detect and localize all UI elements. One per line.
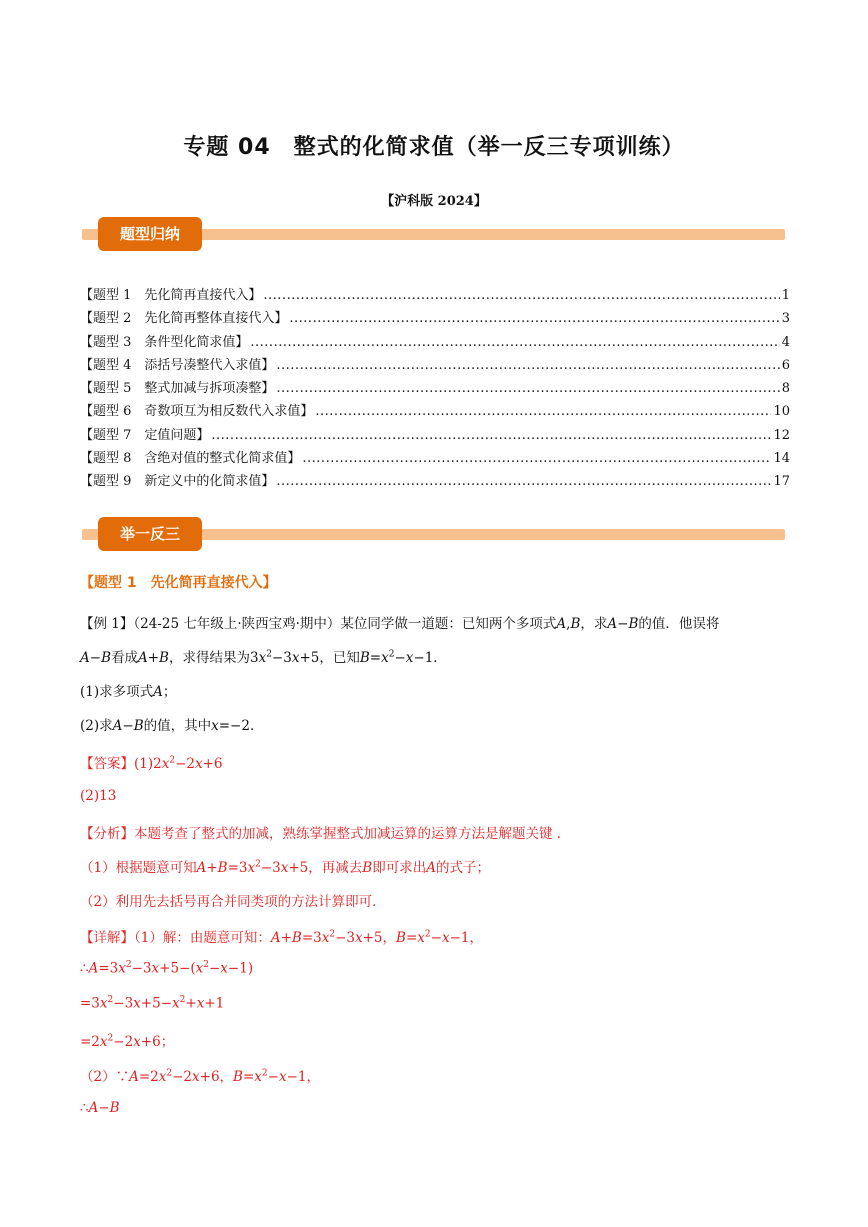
math-variable: x bbox=[158, 1069, 167, 1085]
math-variable: x bbox=[99, 1034, 108, 1050]
text-segment: − bbox=[122, 718, 134, 734]
text-segment: ，求得结果为3 bbox=[168, 650, 259, 666]
text-segment: ，求 bbox=[580, 616, 608, 632]
text-segment: − bbox=[394, 650, 406, 666]
exponent: 2 bbox=[388, 649, 395, 660]
math-variable: A bbox=[270, 930, 281, 946]
text-segment: ； bbox=[162, 684, 177, 700]
exponent: 2 bbox=[266, 649, 272, 660]
text-segment: − bbox=[617, 616, 629, 632]
text-segment: =3 bbox=[301, 930, 322, 946]
text-segment: 的值，其中 bbox=[143, 718, 212, 734]
math-variable: B bbox=[159, 650, 169, 666]
text-segment: + bbox=[185, 995, 197, 1012]
math-variable: x bbox=[118, 960, 126, 977]
math-variable: x bbox=[247, 860, 256, 876]
text-segment: =3 bbox=[80, 995, 100, 1012]
toc-entry-page: 4 bbox=[781, 334, 790, 350]
toc-banner bbox=[82, 217, 785, 251]
math-variable: B bbox=[233, 1069, 243, 1085]
math-variable: x bbox=[133, 1034, 141, 1050]
toc-entry-label: 【题型 9 新定义中的化简求值】 bbox=[80, 474, 275, 490]
math-variable: B bbox=[628, 616, 639, 632]
text-segment: +5−( bbox=[159, 960, 196, 977]
exponent: 2 bbox=[179, 995, 186, 1005]
text-segment: , bbox=[566, 616, 571, 632]
text-segment: = bbox=[405, 930, 418, 946]
math-variable: B bbox=[109, 1100, 120, 1116]
text-segment: 【例 1】（24-25 七年级上·陕西宝鸡·期中）某位同学做一道题：已知两个多项式 bbox=[80, 616, 557, 632]
math-variable: x bbox=[192, 1069, 200, 1085]
math-variable: A bbox=[607, 616, 618, 632]
toc-leader-dots bbox=[211, 424, 771, 447]
toc-entry[interactable] bbox=[80, 470, 790, 493]
toc-banner-label: 题型归纳 bbox=[98, 217, 202, 251]
text-segment: −1． bbox=[413, 650, 447, 666]
math-variable: B bbox=[291, 930, 302, 946]
math-variable: x bbox=[133, 995, 141, 1012]
math-variable: x bbox=[220, 960, 228, 977]
text-line bbox=[80, 890, 386, 910]
toc-entry-page: 17 bbox=[773, 474, 790, 490]
math-variable: A bbox=[137, 650, 148, 666]
text-segment: 【详解】（1）解：由题意可知： bbox=[80, 930, 271, 946]
text-segment: −2 bbox=[175, 756, 195, 772]
text-segment: +6 bbox=[202, 756, 223, 772]
text-line bbox=[80, 960, 253, 977]
math-variable: x bbox=[381, 650, 389, 666]
text-line bbox=[80, 926, 483, 946]
math-variable: x bbox=[321, 930, 330, 946]
toc-entry-page: 12 bbox=[773, 427, 790, 443]
text-segment: −1， bbox=[449, 930, 483, 946]
math-variable: B bbox=[570, 616, 581, 632]
text-segment: =3 bbox=[227, 860, 248, 876]
toc-entry-label: 【题型 1 先化简再直接代入】 bbox=[80, 288, 262, 303]
practice-banner-label: 举一反三 bbox=[98, 517, 202, 551]
toc-leader-dots bbox=[276, 354, 779, 377]
text-line bbox=[80, 995, 224, 1012]
text-segment: 的式子； bbox=[435, 860, 490, 876]
text-segment: +6； bbox=[140, 1034, 175, 1050]
text-segment: （2）∵ bbox=[80, 1069, 130, 1085]
text-segment: −3 bbox=[131, 960, 152, 977]
text-segment: −3 bbox=[260, 860, 281, 876]
text-segment: − bbox=[208, 960, 221, 977]
math-variable: B bbox=[396, 930, 406, 946]
text-segment: (2)13 bbox=[80, 788, 117, 804]
text-segment: = bbox=[369, 650, 382, 666]
text-segment: 的值．他误将 bbox=[638, 616, 720, 632]
toc-entry-label: 【题型 6 奇数项互为相反数代入求值】 bbox=[80, 404, 314, 420]
math-variable: A bbox=[129, 1069, 139, 1085]
text-segment: + bbox=[280, 930, 292, 946]
text-line bbox=[80, 788, 116, 804]
exponent: 2 bbox=[107, 1033, 114, 1044]
text-segment: −3 bbox=[271, 650, 292, 666]
toc-entry-page: 10 bbox=[773, 404, 790, 420]
toc-entry-label: 【题型 2 先化简再整体直接代入】 bbox=[80, 311, 288, 327]
toc-leader-dots bbox=[315, 400, 771, 423]
math-variable: x bbox=[291, 650, 300, 666]
exponent: 2 bbox=[169, 755, 176, 766]
text-segment: 看成 bbox=[110, 650, 138, 666]
text-segment: （2）利用先去括号再合并同类项的方法计算即可． bbox=[80, 894, 386, 910]
toc-entry-page: 3 bbox=[781, 311, 790, 327]
math-variable: x bbox=[441, 930, 450, 946]
text-segment: − bbox=[98, 1100, 110, 1116]
exponent: 2 bbox=[107, 995, 114, 1005]
exponent: 2 bbox=[203, 960, 209, 970]
text-segment: −2 bbox=[113, 1034, 134, 1050]
toc-entry-page: 6 bbox=[781, 357, 790, 373]
toc-entry-label: 【题型 5 整式加减与拆项凑整】 bbox=[80, 381, 275, 397]
exponent: 2 bbox=[329, 929, 336, 940]
math-variable: A bbox=[196, 860, 207, 876]
text-segment: −2 bbox=[172, 1069, 193, 1085]
toc-entry-label: 【题型 4 添括号凑整代入求值】 bbox=[80, 357, 275, 373]
math-variable: A bbox=[426, 860, 436, 876]
math-variable: x bbox=[196, 995, 205, 1012]
text-segment: +5− bbox=[140, 995, 173, 1012]
text-segment: +1 bbox=[204, 995, 225, 1012]
text-segment: −3 bbox=[335, 930, 355, 946]
edition-label: 【沪科版 2024】 bbox=[381, 194, 487, 209]
text-segment: + bbox=[206, 860, 218, 876]
exponent: 2 bbox=[125, 960, 132, 970]
math-variable: x bbox=[194, 756, 203, 772]
text-segment: +5，已知 bbox=[299, 650, 360, 666]
toc-leader-dots bbox=[289, 307, 779, 330]
toc-entry-page: 1 bbox=[781, 288, 790, 303]
math-variable: B bbox=[101, 650, 111, 666]
math-variable: A bbox=[88, 1100, 99, 1116]
math-variable: x bbox=[172, 995, 180, 1012]
math-variable: B bbox=[359, 650, 370, 666]
text-segment: （1）根据题意可知 bbox=[80, 860, 197, 876]
text-line bbox=[80, 1100, 120, 1116]
math-variable: x bbox=[355, 930, 363, 946]
text-segment: − bbox=[430, 930, 442, 946]
toc-leader-dots bbox=[250, 331, 779, 354]
text-segment: = bbox=[242, 1069, 255, 1085]
text-segment: −3 bbox=[113, 995, 134, 1012]
text-segment: =−2． bbox=[218, 718, 264, 734]
math-variable: x bbox=[278, 1069, 287, 1085]
text-segment: =2 bbox=[138, 1069, 159, 1085]
text-line bbox=[80, 752, 223, 772]
document-title: 专题 04 整式的化简求值（举一反三专项训练） bbox=[183, 135, 685, 160]
toc-entry[interactable] bbox=[80, 377, 790, 400]
toc-entry[interactable] bbox=[80, 354, 790, 377]
text-segment: − bbox=[89, 650, 102, 666]
text-segment: =2 bbox=[80, 1034, 100, 1050]
text-line bbox=[80, 714, 263, 734]
math-variable: x bbox=[405, 650, 414, 666]
text-segment: (2)求 bbox=[80, 718, 113, 734]
text-segment: (1)求多项式 bbox=[80, 684, 154, 700]
text-segment: −1) bbox=[227, 960, 254, 977]
text-line bbox=[80, 1065, 320, 1085]
math-variable: x bbox=[254, 1069, 262, 1085]
text-segment: + bbox=[147, 650, 160, 666]
math-variable: x bbox=[161, 756, 170, 772]
math-variable: B bbox=[362, 860, 373, 876]
text-segment: +5，再减去 bbox=[288, 860, 363, 876]
exponent: 2 bbox=[261, 1068, 268, 1079]
text-segment: 【答案】(1)2 bbox=[80, 756, 162, 772]
table-of-contents bbox=[80, 284, 790, 494]
text-line bbox=[80, 680, 176, 700]
toc-leader-dots bbox=[302, 447, 771, 470]
toc-entry[interactable] bbox=[80, 307, 790, 330]
text-segment: −1， bbox=[286, 1069, 320, 1085]
math-variable: x bbox=[258, 650, 267, 666]
toc-entry[interactable] bbox=[80, 284, 790, 307]
text-line bbox=[80, 856, 490, 876]
toc-entry-label: 【题型 7 定值问题】 bbox=[80, 427, 210, 443]
practice-banner bbox=[82, 517, 785, 551]
math-variable: A bbox=[153, 684, 163, 700]
math-variable: x bbox=[99, 995, 108, 1012]
math-variable: x bbox=[417, 930, 425, 946]
text-segment: =3 bbox=[98, 960, 119, 977]
toc-entry[interactable] bbox=[80, 447, 790, 470]
text-line bbox=[80, 1030, 174, 1050]
math-variable: x bbox=[151, 960, 160, 977]
toc-leader-dots bbox=[276, 377, 779, 400]
math-variable: A bbox=[112, 718, 123, 734]
toc-entry[interactable] bbox=[80, 424, 790, 447]
text-line bbox=[80, 646, 447, 666]
math-variable: B bbox=[217, 860, 228, 876]
exponent: 2 bbox=[166, 1068, 173, 1079]
math-variable: A bbox=[80, 650, 90, 666]
text-line bbox=[80, 822, 570, 842]
math-variable: x bbox=[211, 718, 219, 734]
toc-entry-page: 8 bbox=[781, 381, 790, 397]
exponent: 2 bbox=[424, 929, 431, 940]
math-variable: x bbox=[195, 960, 204, 977]
section-heading: 【题型 1 先化简再直接代入】 bbox=[80, 575, 277, 591]
text-segment: ∴ bbox=[80, 960, 89, 977]
text-segment: 即可求出 bbox=[372, 860, 427, 876]
exponent: 2 bbox=[255, 859, 261, 870]
toc-leader-dots bbox=[276, 470, 771, 493]
text-segment: +6， bbox=[199, 1069, 234, 1085]
text-segment: ∴ bbox=[80, 1100, 89, 1116]
toc-entry[interactable] bbox=[80, 331, 790, 354]
text-segment: 【分析】本题考查了整式的加减，熟练掌握整式加减运算的运算方法是解题关键 ． bbox=[80, 826, 571, 842]
toc-entry[interactable] bbox=[80, 400, 790, 423]
math-variable: B bbox=[133, 718, 144, 734]
toc-entry-page: 14 bbox=[773, 451, 790, 467]
text-segment: +5， bbox=[362, 930, 397, 946]
math-variable: A bbox=[556, 616, 567, 632]
toc-leader-dots bbox=[263, 284, 779, 307]
toc-entry-label: 【题型 3 条件型化简求值】 bbox=[80, 334, 249, 350]
text-segment: − bbox=[267, 1069, 279, 1085]
toc-entry-label: 【题型 8 含绝对值的整式化简求值】 bbox=[80, 451, 301, 467]
math-variable: A bbox=[88, 960, 99, 977]
text-line bbox=[80, 612, 719, 632]
math-variable: x bbox=[280, 860, 289, 876]
